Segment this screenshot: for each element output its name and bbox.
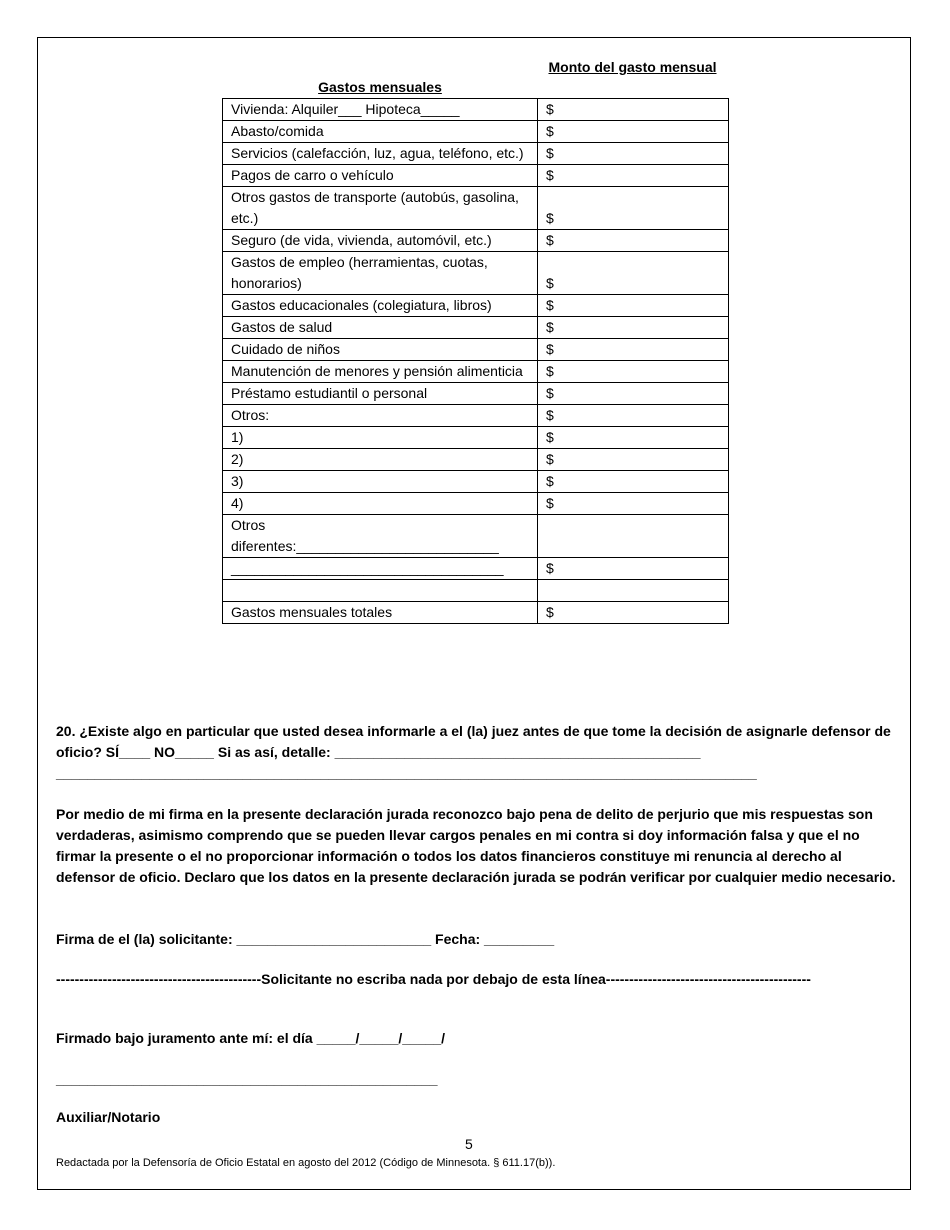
- table-row: [223, 383, 729, 405]
- expense-amount-field[interactable]: $: [538, 99, 729, 121]
- applicant-signature-line[interactable]: Firma de el (la) solicitante: _________________________ Fecha: _________: [56, 931, 555, 947]
- expense-label: ___________________________________: [223, 558, 538, 580]
- expense-label: 4): [223, 493, 538, 515]
- expense-amount-field[interactable]: $: [538, 121, 729, 143]
- table-row: [223, 361, 729, 383]
- expense-amount-field[interactable]: $: [538, 187, 729, 230]
- table-row: [223, 165, 729, 187]
- expense-label: Otros:: [223, 405, 538, 427]
- sworn-date-line[interactable]: Firmado bajo juramento ante mí: el día _____/_____/_____/: [56, 1030, 446, 1046]
- expense-label: Otros diferentes:__________________________: [223, 515, 538, 558]
- expense-label: Seguro (de vida, vivienda, automóvil, etc.): [223, 230, 538, 252]
- expense-amount-field[interactable]: [538, 515, 729, 558]
- table-row: [223, 558, 729, 580]
- expense-label: Otros gastos de transporte (autobús, gasolina, etc.): [223, 187, 538, 230]
- notary-signature-line[interactable]: _________________________________________________: [56, 1071, 438, 1087]
- expense-label: Manutención de menores y pensión alimenticia: [223, 361, 538, 383]
- table-row: [223, 449, 729, 471]
- table-row: [223, 405, 729, 427]
- expense-label: Pagos de carro o vehículo: [223, 165, 538, 187]
- applicant-separator: --------------------------------------------Solicitante no escriba nada por debajo de esta línea--------------------------------------------: [56, 971, 811, 987]
- expense-amount-field[interactable]: $: [538, 317, 729, 339]
- table-row-blank: [223, 580, 729, 602]
- expense-label: Gastos mensuales totales: [223, 602, 538, 624]
- expense-label: 3): [223, 471, 538, 493]
- expense-amount-field[interactable]: $: [538, 558, 729, 580]
- expense-amount-field[interactable]: $: [538, 361, 729, 383]
- expense-amount-field[interactable]: $: [538, 230, 729, 252]
- expense-amount-field[interactable]: $: [538, 405, 729, 427]
- table-row: [223, 121, 729, 143]
- expense-label: Gastos de salud: [223, 317, 538, 339]
- question-20: 20. ¿Existe algo en particular que usted desea informarle a el (la) juez antes de que tome la decisión de asignarle defensor de oficio? SÍ____ NO_____ Si as así, detalle: _______________________________________________: [56, 723, 891, 760]
- table-row: [223, 187, 729, 230]
- table-row: [223, 252, 729, 295]
- page-number: 5: [465, 1136, 473, 1152]
- blank-label-cell: [223, 580, 538, 602]
- expense-amount-field[interactable]: $: [538, 493, 729, 515]
- expense-amount-field[interactable]: $: [538, 295, 729, 317]
- table-row: [223, 317, 729, 339]
- table-row: [223, 295, 729, 317]
- expenses-table: [222, 98, 729, 624]
- footer-note: Redactada por la Defensoría de Oficio Estatal en agosto del 2012 (Código de Minnesota. § 611.17(b)).: [56, 1157, 556, 1169]
- expense-label: Abasto/comida: [223, 121, 538, 143]
- expense-amount-field[interactable]: $: [538, 165, 729, 187]
- expense-label: Gastos de empleo (herramientas, cuotas, honorarios): [223, 252, 538, 295]
- table-row: [223, 143, 729, 165]
- expense-amount-field[interactable]: $: [538, 252, 729, 295]
- table-row: [223, 515, 729, 558]
- expense-label: Gastos educacionales (colegiatura, libros): [223, 295, 538, 317]
- expense-label: Préstamo estudiantil o personal: [223, 383, 538, 405]
- expense-label: 2): [223, 449, 538, 471]
- expense-amount-field[interactable]: $: [538, 449, 729, 471]
- expenses-column-header: Gastos mensuales: [318, 79, 442, 95]
- expense-amount-field[interactable]: $: [538, 602, 729, 624]
- expense-amount-field[interactable]: $: [538, 427, 729, 449]
- table-row: [223, 493, 729, 515]
- declaration-paragraph: Por medio de mi firma en la presente declaración jurada reconozco bajo pena de delito de perjurio que mis respuestas son verdaderas, asimismo comprendo que se pueden llevar cargos penales en mi contra si doy información falsa y que el no firmar la presente o el no proporcionar información o todos los datos financieros constituye mi renuncia al derecho al defensor de oficio. Declaro que los datos en la presente declaración jurada se podrán verificar por cualquier medio necesario.: [56, 806, 896, 885]
- table-row: [223, 339, 729, 361]
- expense-amount-field[interactable]: $: [538, 339, 729, 361]
- expense-label: Cuidado de niños: [223, 339, 538, 361]
- expense-label: Servicios (calefacción, luz, agua, teléfono, etc.): [223, 143, 538, 165]
- table-row: [223, 99, 729, 121]
- table-row: [223, 230, 729, 252]
- blank-amount-cell[interactable]: [538, 580, 729, 602]
- table-row-total: [223, 602, 729, 624]
- amount-column-header: Monto del gasto mensual: [548, 59, 717, 75]
- expense-amount-field[interactable]: $: [538, 383, 729, 405]
- table-row: [223, 471, 729, 493]
- notary-label: Auxiliar/Notario: [56, 1109, 161, 1125]
- expense-label: Vivienda: Alquiler___ Hipoteca_____: [223, 99, 538, 121]
- question-20-answer-line[interactable]: __________________________________________________________________________________________: [56, 765, 757, 781]
- expense-label: 1): [223, 427, 538, 449]
- expense-amount-field[interactable]: $: [538, 471, 729, 493]
- table-row: [223, 427, 729, 449]
- expense-amount-field[interactable]: $: [538, 143, 729, 165]
